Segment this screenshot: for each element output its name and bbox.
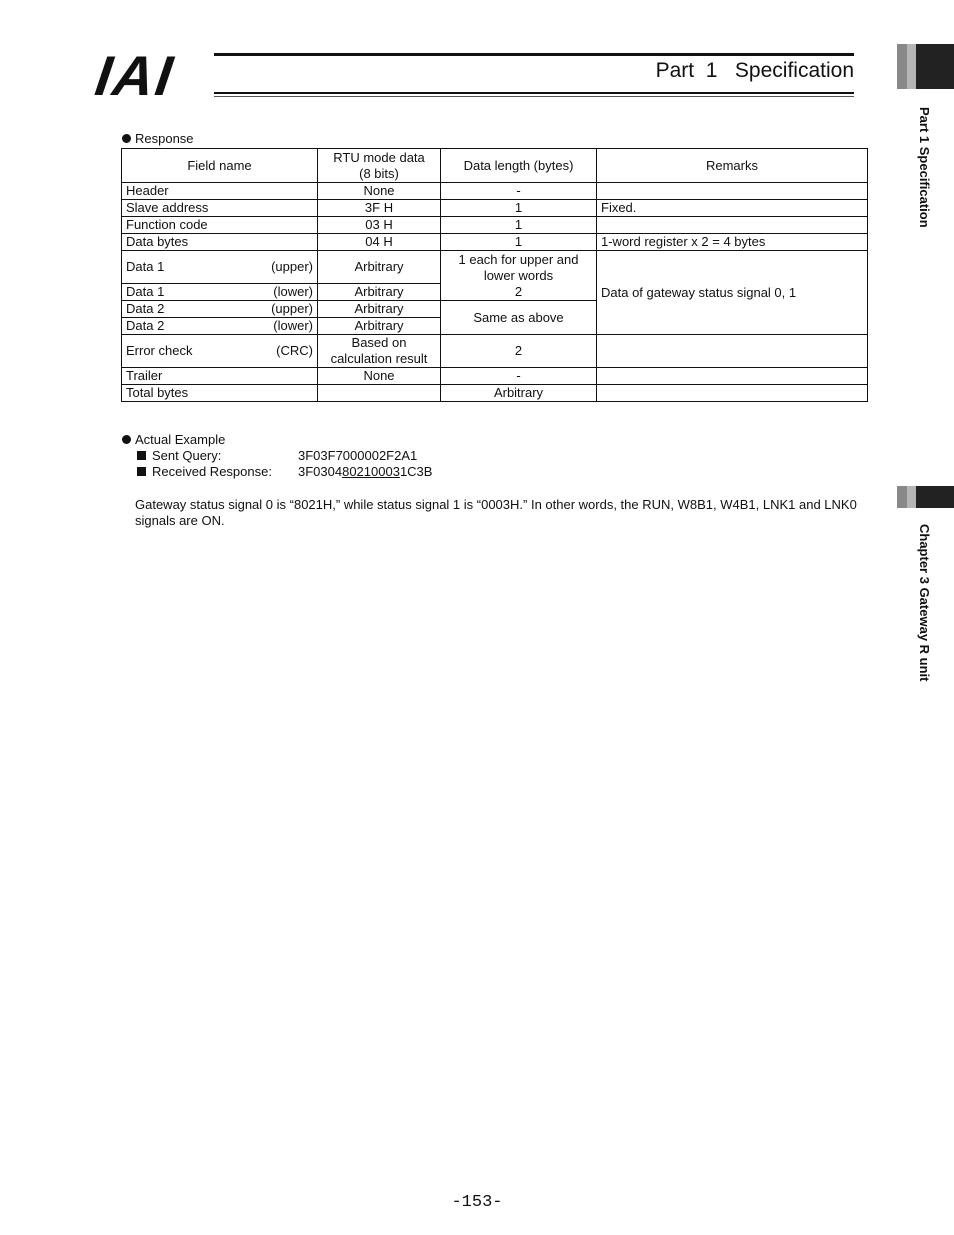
side-tab-top <box>897 44 954 89</box>
remarks-value <box>597 335 868 368</box>
field-name: Data 2 (upper) <box>122 301 318 318</box>
response-table <box>121 148 868 402</box>
field-name: Data 2 (lower) <box>122 318 318 335</box>
length-value: 1 <box>441 200 597 217</box>
side-tab-bottom-label: Chapter 3 Gateway R unit <box>917 524 932 682</box>
length-value: Arbitrary <box>441 385 597 402</box>
rtu-value: None <box>318 183 441 200</box>
example-heading: Actual Example <box>122 432 225 447</box>
table-row <box>122 385 868 402</box>
field-name: Data bytes <box>122 234 318 251</box>
side-tab-top-label: Part 1 Specification <box>917 107 932 228</box>
table-row <box>122 200 868 217</box>
rtu-value <box>318 385 441 402</box>
sent-query-label: Sent Query: <box>152 448 222 463</box>
explanation-paragraph: Gateway status signal 0 is “8021H,” while status signal 1 is “0003H.” In other words, the RUN, W8B1, W4B1, LNK1 and LNK0 signals are ON. <box>135 497 857 528</box>
remarks-value: Data of gateway status signal 0, 1 <box>597 251 868 335</box>
field-name: Data 1 (lower) <box>122 284 318 301</box>
field-name: Error check (CRC) <box>122 335 318 368</box>
field-name: Slave address <box>122 200 318 217</box>
rtu-value: Based on calculation result <box>318 335 441 368</box>
received-response-value: 3F0304802100031C3B <box>298 464 433 479</box>
col-header-length: Data length (bytes) <box>441 149 597 183</box>
square-bullet-icon <box>137 451 146 460</box>
remarks-value <box>597 183 868 200</box>
length-value: Same as above <box>441 301 597 335</box>
length-value: 1 <box>441 234 597 251</box>
length-value: 2 <box>441 335 597 368</box>
col-header-remarks: Remarks <box>597 149 868 183</box>
length-value: - <box>441 183 597 200</box>
field-name: Data 1 (upper) <box>122 251 318 284</box>
response-heading: Response <box>122 131 194 146</box>
remarks-value <box>597 368 868 385</box>
rtu-value: Arbitrary <box>318 251 441 284</box>
table-row <box>122 251 868 284</box>
rtu-value: 04 H <box>318 234 441 251</box>
rtu-value: 3F H <box>318 200 441 217</box>
header-rule-top <box>214 53 854 56</box>
table-row <box>122 335 868 368</box>
page-number: -153- <box>451 1193 503 1212</box>
field-name: Header <box>122 183 318 200</box>
table-row <box>122 217 868 234</box>
rtu-value: None <box>318 368 441 385</box>
table-row <box>122 183 868 200</box>
page-title: Part 1 Specification <box>655 59 854 82</box>
square-bullet-icon <box>137 467 146 476</box>
length-value: 1 <box>441 217 597 234</box>
received-response-line <box>137 464 433 479</box>
sent-query-line <box>137 448 418 463</box>
table-row <box>122 234 868 251</box>
length-value: - <box>441 368 597 385</box>
field-name: Trailer <box>122 368 318 385</box>
table-header-row <box>122 149 868 183</box>
rtu-value: Arbitrary <box>318 301 441 318</box>
table-row <box>122 368 868 385</box>
rtu-value: 03 H <box>318 217 441 234</box>
bullet-icon <box>122 134 131 143</box>
col-header-field: Field name <box>122 149 318 183</box>
received-response-label: Received Response: <box>152 464 272 479</box>
side-tab-bottom <box>897 486 954 508</box>
bullet-icon <box>122 435 131 444</box>
field-name: Function code <box>122 217 318 234</box>
remarks-value <box>597 385 868 402</box>
col-header-rtu: RTU mode data (8 bits) <box>318 149 441 183</box>
field-name: Total bytes <box>122 385 318 402</box>
remarks-value: Fixed. <box>597 200 868 217</box>
length-value: 1 each for upper and lower words 2 <box>441 251 597 301</box>
rtu-value: Arbitrary <box>318 284 441 301</box>
remarks-value <box>597 217 868 234</box>
sent-query-value: 3F03F7000002F2A1 <box>298 448 418 463</box>
logo: IAI <box>91 44 179 107</box>
remarks-value: 1-word register x 2 = 4 bytes <box>597 234 868 251</box>
rtu-value: Arbitrary <box>318 318 441 335</box>
header-rule-bottom <box>214 92 854 97</box>
